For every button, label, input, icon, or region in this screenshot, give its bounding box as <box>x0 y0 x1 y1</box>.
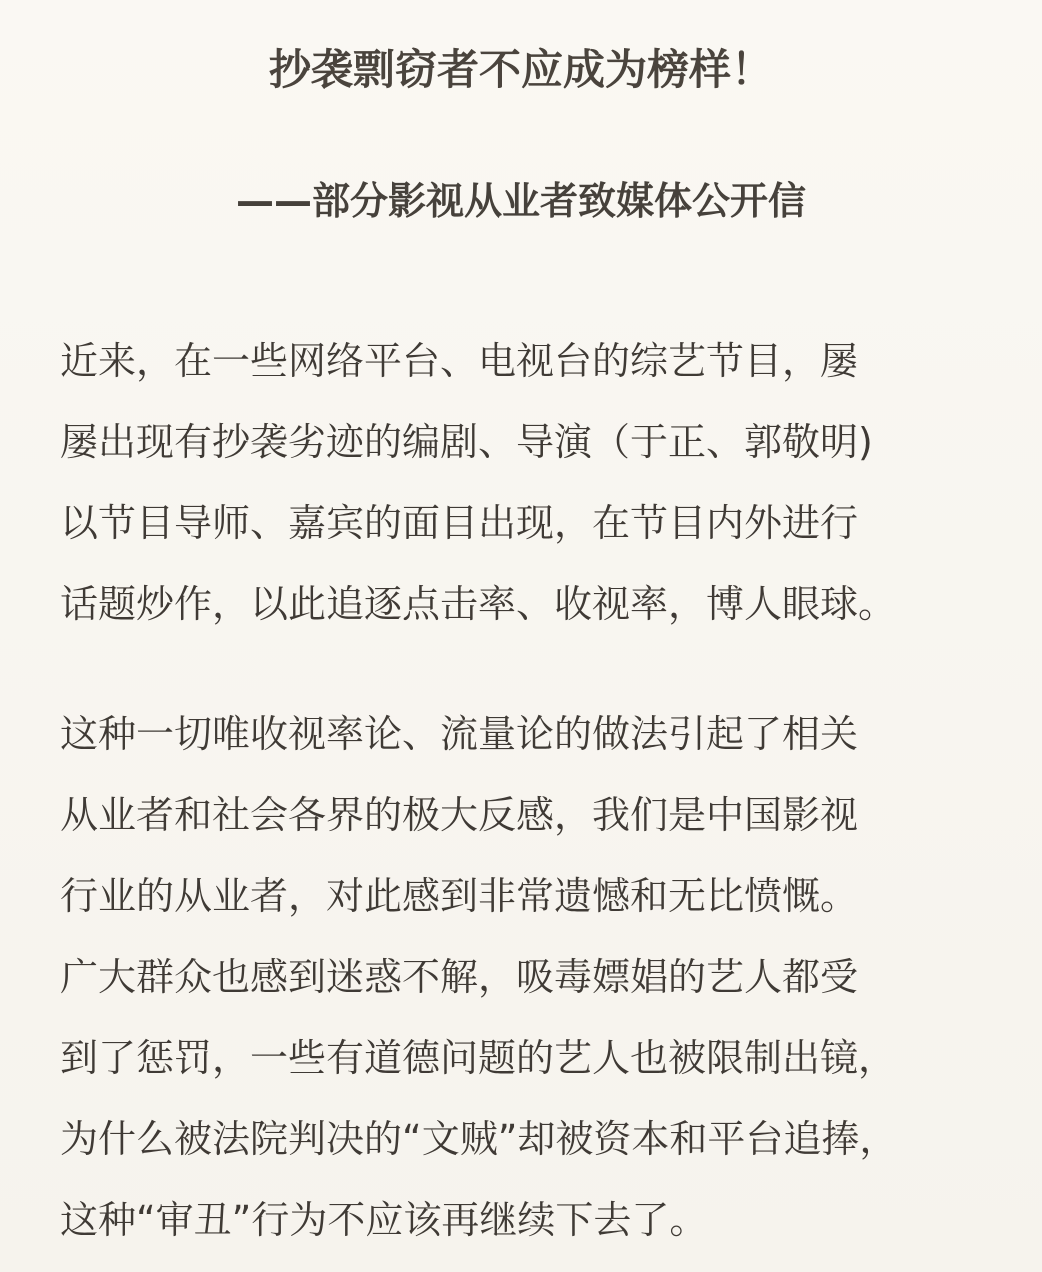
paragraph-2 <box>60 694 990 1261</box>
paragraph-line: 行业的从业者，对此感到非常遗憾和无比愤慨。 <box>60 874 859 918</box>
paragraph-1 <box>60 321 990 645</box>
letter-title: 抄袭剽窃者不应成为榜样！ <box>268 45 773 94</box>
paragraph-line: 屡出现有抄袭劣迹的编剧、导演（于正、郭敬明) <box>60 420 873 464</box>
letter-subtitle: ——部分影视从业者致媒体公开信 <box>235 179 806 223</box>
paragraph-line: 话题炒作，以此追逐点击率、收视率，博人眼球。 <box>60 582 897 626</box>
paragraph-line: 从业者和社会各界的极大反感，我们是中国影视 <box>60 793 859 837</box>
paragraph-line: 以节目导师、嘉宾的面目出现，在节目内外进行 <box>60 501 859 545</box>
paragraph-line: 为什么被法院判决的“文贼”却被资本和平台追捧， <box>60 1117 898 1161</box>
paragraph-line: 广大群众也感到迷惑不解，吸毒嫖娼的艺人都受 <box>60 955 859 999</box>
paragraph-line: 到了惩罚，一些有道德问题的艺人也被限制出镜， <box>60 1036 897 1080</box>
paragraph-line: 这种一切唯收视率论、流量论的做法引起了相关 <box>60 712 859 756</box>
paragraph-line: 近来，在一些网络平台、电视台的综艺节目，屡 <box>60 339 859 383</box>
paragraph-line: 这种“审丑”行为不应该再继续下去了。 <box>60 1198 708 1242</box>
